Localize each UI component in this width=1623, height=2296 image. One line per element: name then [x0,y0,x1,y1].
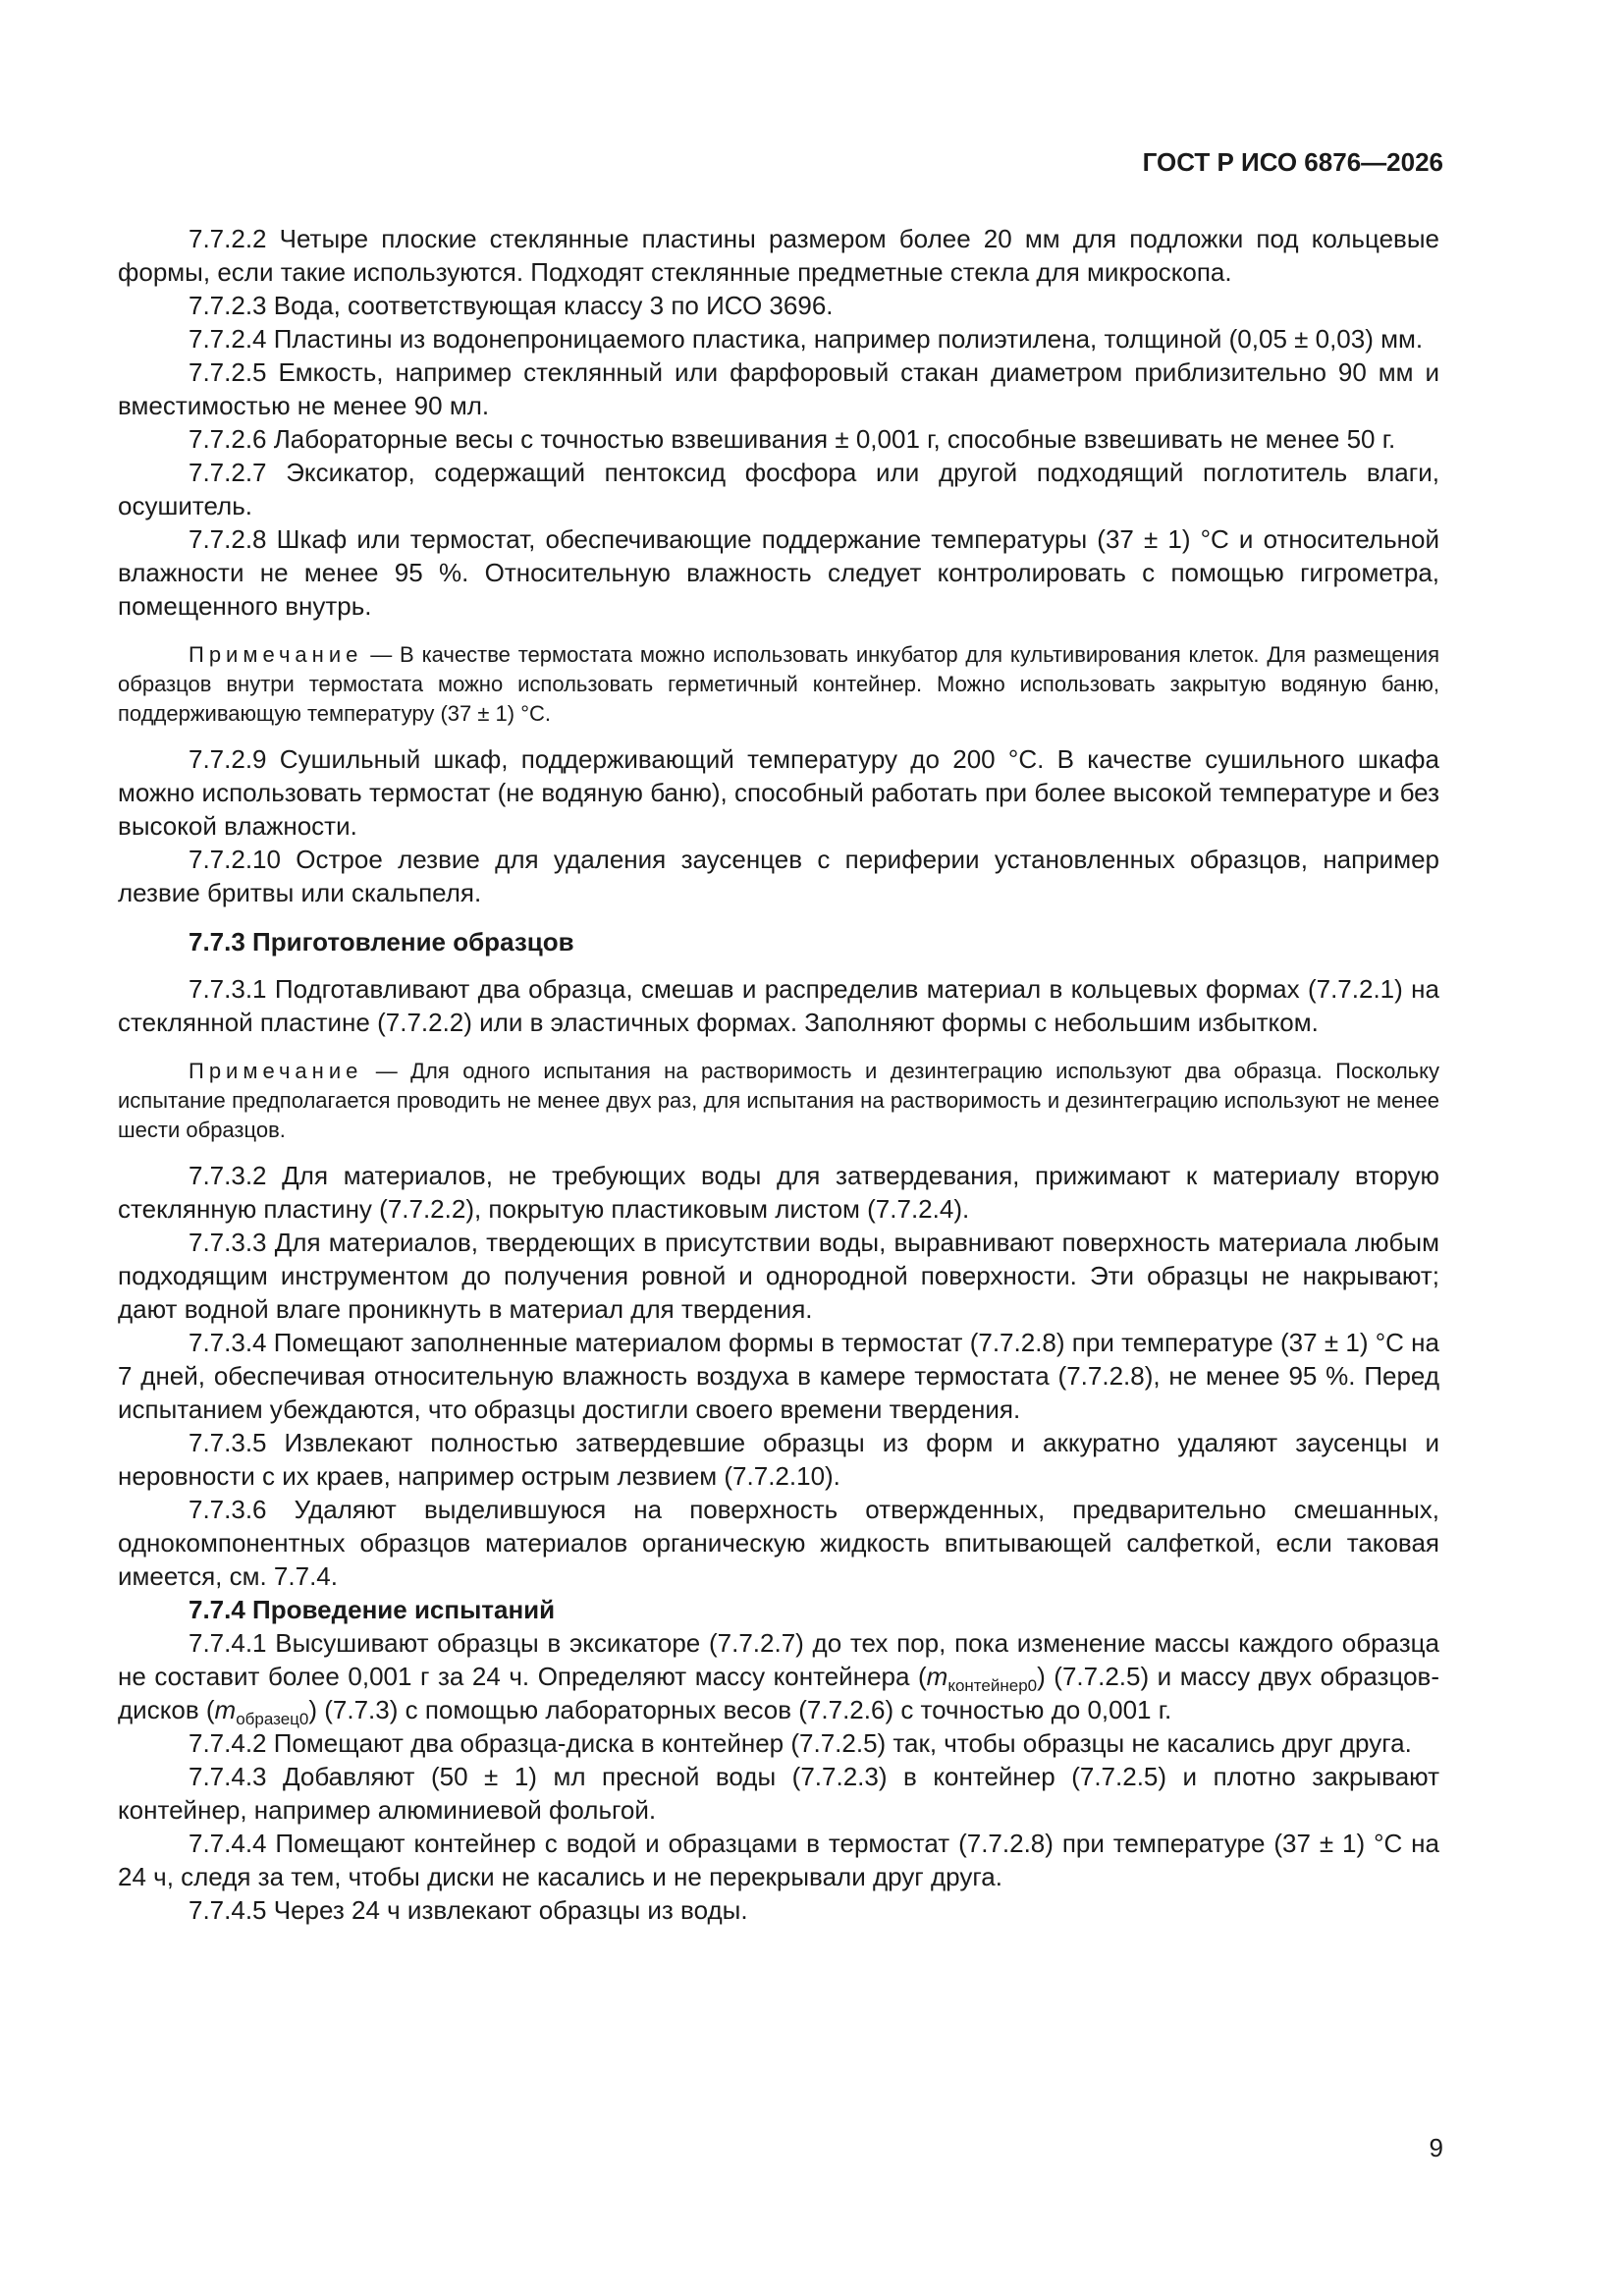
subscript-container: контейнер0 [947,1676,1038,1695]
mass-symbol: m [214,1695,237,1724]
paragraph-7-7-4-4: 7.7.4.4 Помещают контейнер с водой и образцами в термостат (7.7.2.8) при температуре (37 ± 1) °С на 24 ч, следя за тем, чтобы диски не касались и не перекрывали друг друга. [118,1829,1439,1891]
paragraph-7-7-2-3: 7.7.2.3 Вода, соответствующая классу 3 по ИСО 3696. [189,291,834,320]
section-heading-7-7-4: 7.7.4 Проведение испытаний [189,1595,556,1624]
paragraph-7-7-2-10: 7.7.2.10 Острое лезвие для удаления заусенцев с периферии установленных образцов, например лезвие бритвы или скальпеля. [118,845,1439,907]
paragraph-7-7-3-4: 7.7.3.4 Помещают заполненные материалом формы в термостат (7.7.2.8) при температуре (37 ± 1) °С на 7 дней, обеспечивая относительную влажность воздуха в камере термостата (7.7.2.8), не менее 95 %. Перед испытанием убеждаются, что образцы достигли своего времени твердения. [118,1328,1439,1424]
note-text: — Для одного испытания на растворимость и дезинтеграцию используют два образца. Поскольку испытание предполагается проводить не менее двух раз, для испытания на растворимость и дезинтеграцию используют не менее шести образцов. [118,1059,1439,1142]
note-samples [118,1057,1439,1145]
paragraph-text: 7.7.4.1 Высушивают образцы в эксикаторе (7.7.2.7) до тех пор, пока изменение массы каждого образца не составит более 0,001 г за 24 ч. Определяют массу контейнера ( [118,1628,1439,1691]
paragraph-7-7-4-3: 7.7.4.3 Добавляют (50 ± 1) мл пресной воды (7.7.2.3) в контейнер (7.7.2.5) и плотно закрывают контейнер, например алюминиевой фольгой. [118,1762,1439,1825]
paragraph-7-7-4-1 [118,1626,1439,1726]
paragraph-7-7-3-5: 7.7.3.5 Извлекают полностью затвердевшие образцы из форм и аккуратно удаляют заусенцы и неровности с их краев, например острым лезвием (7.7.2.10). [118,1428,1439,1491]
note-label: Примечание [189,1059,363,1083]
page-body [118,222,1439,1927]
note-text: — В качестве термостата можно использовать инкубатор для культивирования клеток. Для размещения образцов внутри термостата можно использовать герметичный контейнер. Можно использовать закрытую водяную баню, поддерживающую температуру (37 ± 1) °С. [118,642,1439,726]
paragraph-7-7-3-6: 7.7.3.6 Удаляют выделившуюся на поверхность отвержденных, предварительно смешанных, однокомпонентных образцов материалов органическую жидкость впитывающей салфеткой, если таковая имеется, см. 7.7.4. [118,1495,1439,1591]
note-thermostat [118,640,1439,729]
document-id-header: ГОСТ Р ИСО 6876—2026 [1142,147,1443,177]
mass-symbol: m [926,1662,948,1691]
paragraph-7-7-4-5: 7.7.4.5 Через 24 ч извлекают образцы из воды. [189,1895,748,1925]
paragraph-7-7-3-2: 7.7.3.2 Для материалов, не требующих воды для затвердевания, прижимают к материалу вторую стеклянную пластину (7.7.2.2), покрытую пластиковым листом (7.7.2.4). [118,1161,1439,1224]
paragraph-text: ) (7.7.2.5) и массу двух образцов-дисков ( [118,1662,1439,1724]
paragraph-7-7-2-6: 7.7.2.6 Лабораторные весы с точностью взвешивания ± 0,001 г, способные взвешивать не менее 50 г. [189,424,1396,454]
paragraph-7-7-2-4: 7.7.2.4 Пластины из водонепроницаемого пластика, например полиэтилена, толщиной (0,05 ± 0,03) мм. [189,324,1424,354]
paragraph-7-7-2-5: 7.7.2.5 Емкость, например стеклянный или фарфоровый стакан диаметром приблизительно 90 мм и вместимостью не менее 90 мл. [118,357,1439,420]
paragraph-7-7-2-9: 7.7.2.9 Сушильный шкаф, поддерживающий температуру до 200 °С. В качестве сушильного шкафа можно использовать термостат (не водяную баню), способный работать при более высокой температуре и без высокой влажности. [118,744,1439,841]
paragraph-7-7-3-1: 7.7.3.1 Подготавливают два образца, смешав и распределив материал в кольцевых формах (7.7.2.1) на стеклянной пластине (7.7.2.2) или в эластичных формах. Заполняют формы с небольшим избытком. [118,974,1439,1037]
paragraph-text: ) (7.7.3) с помощью лабораторных весов (7.7.2.6) с точностью до 0,001 г. [308,1695,1172,1724]
paragraph-7-7-2-7: 7.7.2.7 Эксикатор, содержащий пентоксид фосфора или другой подходящий поглотитель влаги, осушитель. [118,458,1439,520]
note-label: Примечание [189,642,363,667]
paragraph-7-7-2-2: 7.7.2.2 Четыре плоские стеклянные пластины размером более 20 мм для подложки под кольцевые формы, если такие используются. Подходят стеклянные предметные стекла для микроскопа. [118,224,1439,287]
section-heading-7-7-3: 7.7.3 Приготовление образцов [189,927,574,957]
subscript-sample: образец0 [236,1710,309,1728]
paragraph-7-7-2-8: 7.7.2.8 Шкаф или термостат, обеспечивающие поддержание температуры (37 ± 1) °С и относительной влажности не менее 95 %. Относительную влажность следует контролировать с помощью гигрометра, помещенного внутрь. [118,524,1439,621]
paragraph-7-7-3-3: 7.7.3.3 Для материалов, твердеющих в присутствии воды, выравнивают поверхность материала любым подходящим инструментом до получения ровной и однородной поверхности. Эти образцы не накрывают; дают водной влаге проникнуть в материал для твердения. [118,1228,1439,1324]
page-number: 9 [1429,2133,1443,2162]
paragraph-7-7-4-2: 7.7.4.2 Помещают два образца-диска в контейнер (7.7.2.5) так, чтобы образцы не касались друг друга. [189,1728,1412,1758]
